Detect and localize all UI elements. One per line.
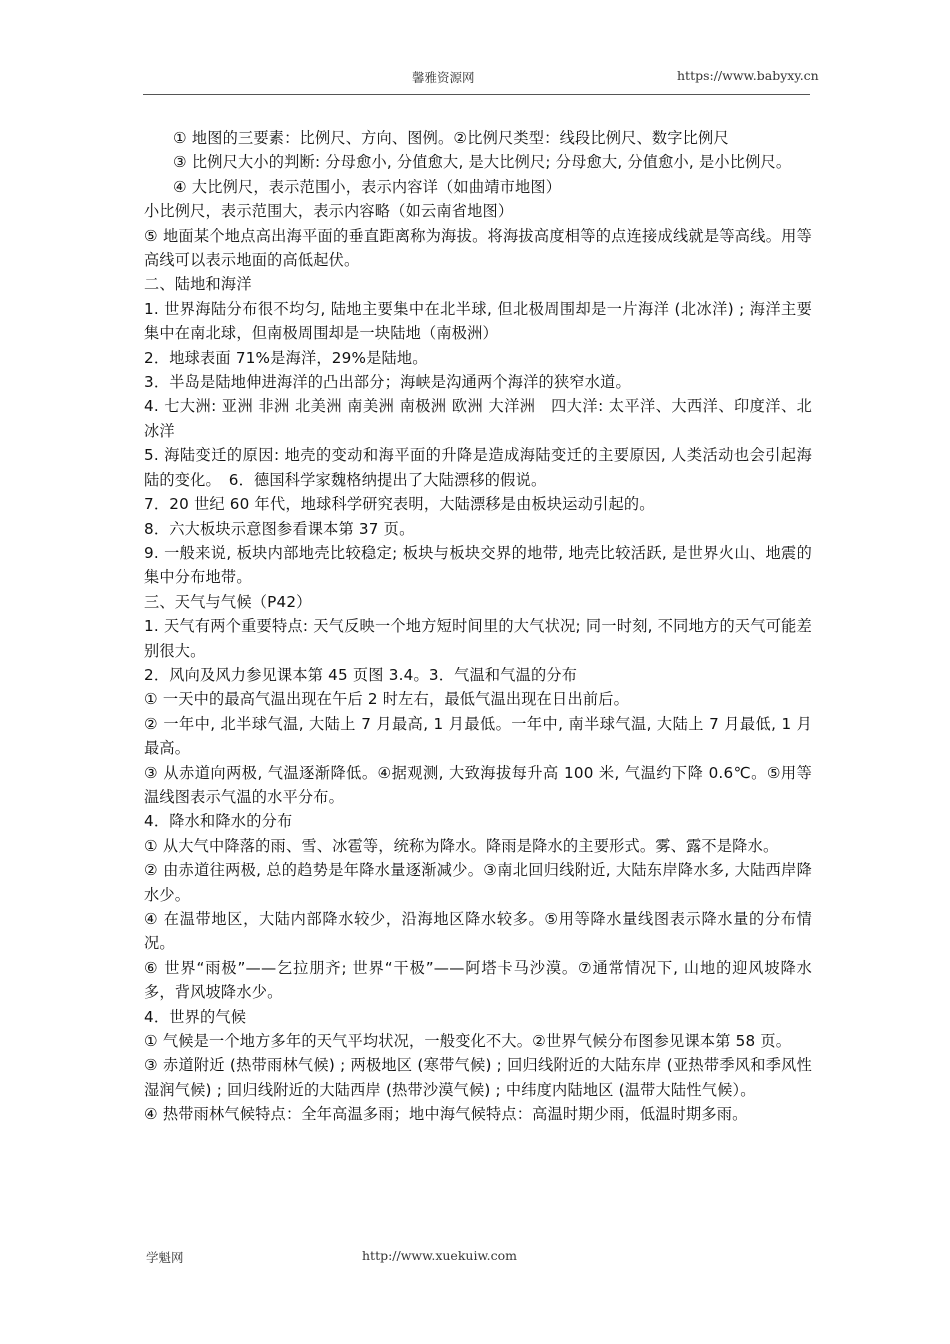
paragraph: ① 从大气中降落的雨、雪、冰雹等，统称为降水。降雨是降水的主要形式。雾、露不是降水。 [144, 836, 779, 855]
paragraph: ⑥ 世界“雨极”——乞拉朋齐; 世界“干极”——阿塔卡马沙漠。⑦通常情况下, 山地的迎风坡降水多，背风坡降水少。 [144, 958, 812, 1002]
paragraph: 1. 天气有两个重要特点: 天气反映一个地方短时间里的大气状况; 同一时刻, 不同地方的天气可能差别很大。 [144, 617, 812, 660]
paragraph: 2．地球表面 71%是海洋，29%是陆地。 [144, 348, 428, 367]
document-body [144, 126, 812, 1127]
header-site-url[interactable]: https://www.babyxy.cn [677, 68, 819, 83]
paragraph: 7．20 世纪 60 年代，地球科学研究表明，大陆漂移是由板块运动引起的。 [144, 495, 655, 514]
paragraph: 3．半岛是陆地伸进海洋的凸出部分；海峡是沟通两个海洋的狭窄水道。 [144, 373, 631, 392]
paragraph: ② 由赤道往两极, 总的趋势是年降水量逐渐减少。③南北回归线附近, 大陆东岸降水多, 大陆西岸降水少。 [144, 861, 812, 904]
paragraph: ① 一天中的最高气温出现在午后 2 时左右，最低气温出现在日出前后。 [144, 690, 629, 709]
paragraph: ④ 在温带地区，大陆内部降水较少，沿海地区降水较多。⑤用等降水量线图表示降水量的分布情况。 [144, 910, 812, 953]
paragraph: ④ 大比例尺，表示范围小，表示内容详（如曲靖市地图） [173, 177, 562, 196]
paragraph: ② 一年中, 北半球气温, 大陆上 7 月最高, 1 月最低。一年中, 南半球气温, 大陆上 7 月最低, 1 月最高。 [144, 714, 812, 758]
paragraph: 9. 一般来说, 板块内部地壳比较稳定; 板块与板块交界的地带, 地壳比较活跃, 是世界火山、地震的集中分布地带。 [144, 543, 812, 587]
header-divider [143, 94, 810, 95]
paragraph: 2．风向及风力参见课本第 45 页图 3.4。3．气温和气温的分布 [144, 665, 578, 684]
paragraph: 5. 海陆变迁的原因: 地壳的变动和海平面的升降是造成海陆变迁的主要原因, 人类活动也会引起海陆的变化。 6．德国科学家魏格纳提出了大陆漂移的假说。 [144, 446, 812, 489]
paragraph: ③ 比例尺大小的判断: 分母愈小, 分值愈大, 是大比例尺; 分母愈大, 分值愈小, 是小比例尺。 [173, 153, 792, 172]
paragraph: 小比例尺，表示范围大，表示内容略（如云南省地图） [144, 202, 514, 221]
paragraph: 三、天气与气候（P42） [144, 592, 312, 611]
header-site-name: 馨雅资源网 [412, 70, 475, 85]
paragraph: 8．六大板块示意图参看课本第 37 页。 [144, 519, 415, 538]
paragraph: 4. 七大洲: 亚洲 非洲 北美洲 南美洲 南极洲 欧洲 大洋洲 四大洋: 太平洋、大西洋、印度洋、北冰洋 [144, 397, 812, 440]
paragraph: 4．世界的气候 [144, 1007, 247, 1026]
paragraph: ⑤ 地面某个地点高出海平面的垂直距离称为海拔。将海拔高度相等的点连接成线就是等高线。用等高线可以表示地面的高低起伏。 [144, 226, 812, 270]
footer-site-name: 学魁网 [146, 1250, 184, 1265]
footer-site-url[interactable]: http://www.xuekuiw.com [362, 1248, 518, 1263]
paragraph: ③ 赤道附近 (热带雨林气候) ; 两极地区 (寒带气候) ; 回归线附近的大陆东岸 (亚热带季风和季风性湿润气候) ; 回归线附近的大陆西岸 (热带沙漠气候) ; 中纬度内陆地区 (温带大陆性气候）。 [144, 1056, 812, 1099]
paragraph: ③ 从赤道向两极, 气温逐渐降低。④据观测, 大致海拔每升高 100 米, 气温约下降 0.6℃。⑤用等温线图表示气温的水平分布。 [144, 763, 812, 806]
paragraph: ① 气候是一个地方多年的天气平均状况，一般变化不大。②世界气候分布图参见课本第 58 页。 [144, 1032, 792, 1051]
page-header [0, 68, 950, 88]
paragraph: ① 地图的三要素：比例尺、方向、图例。②比例尺类型：线段比例尺、数字比例尺 [173, 129, 729, 147]
page-footer [0, 1248, 950, 1268]
paragraph: 4．降水和降水的分布 [144, 812, 293, 831]
paragraph: 1. 世界海陆分布很不均匀, 陆地主要集中在北半球, 但北极周围却是一片海洋 (北冰洋) ; 海洋主要集中在南北球，但南极周围却是一块陆地（南极洲） [144, 299, 812, 343]
paragraph: ④ 热带雨林气候特点：全年高温多雨；地中海气候特点：高温时期少雨，低温时期多雨。 [144, 1105, 748, 1124]
paragraph: 二、陆地和海洋 [144, 275, 252, 294]
